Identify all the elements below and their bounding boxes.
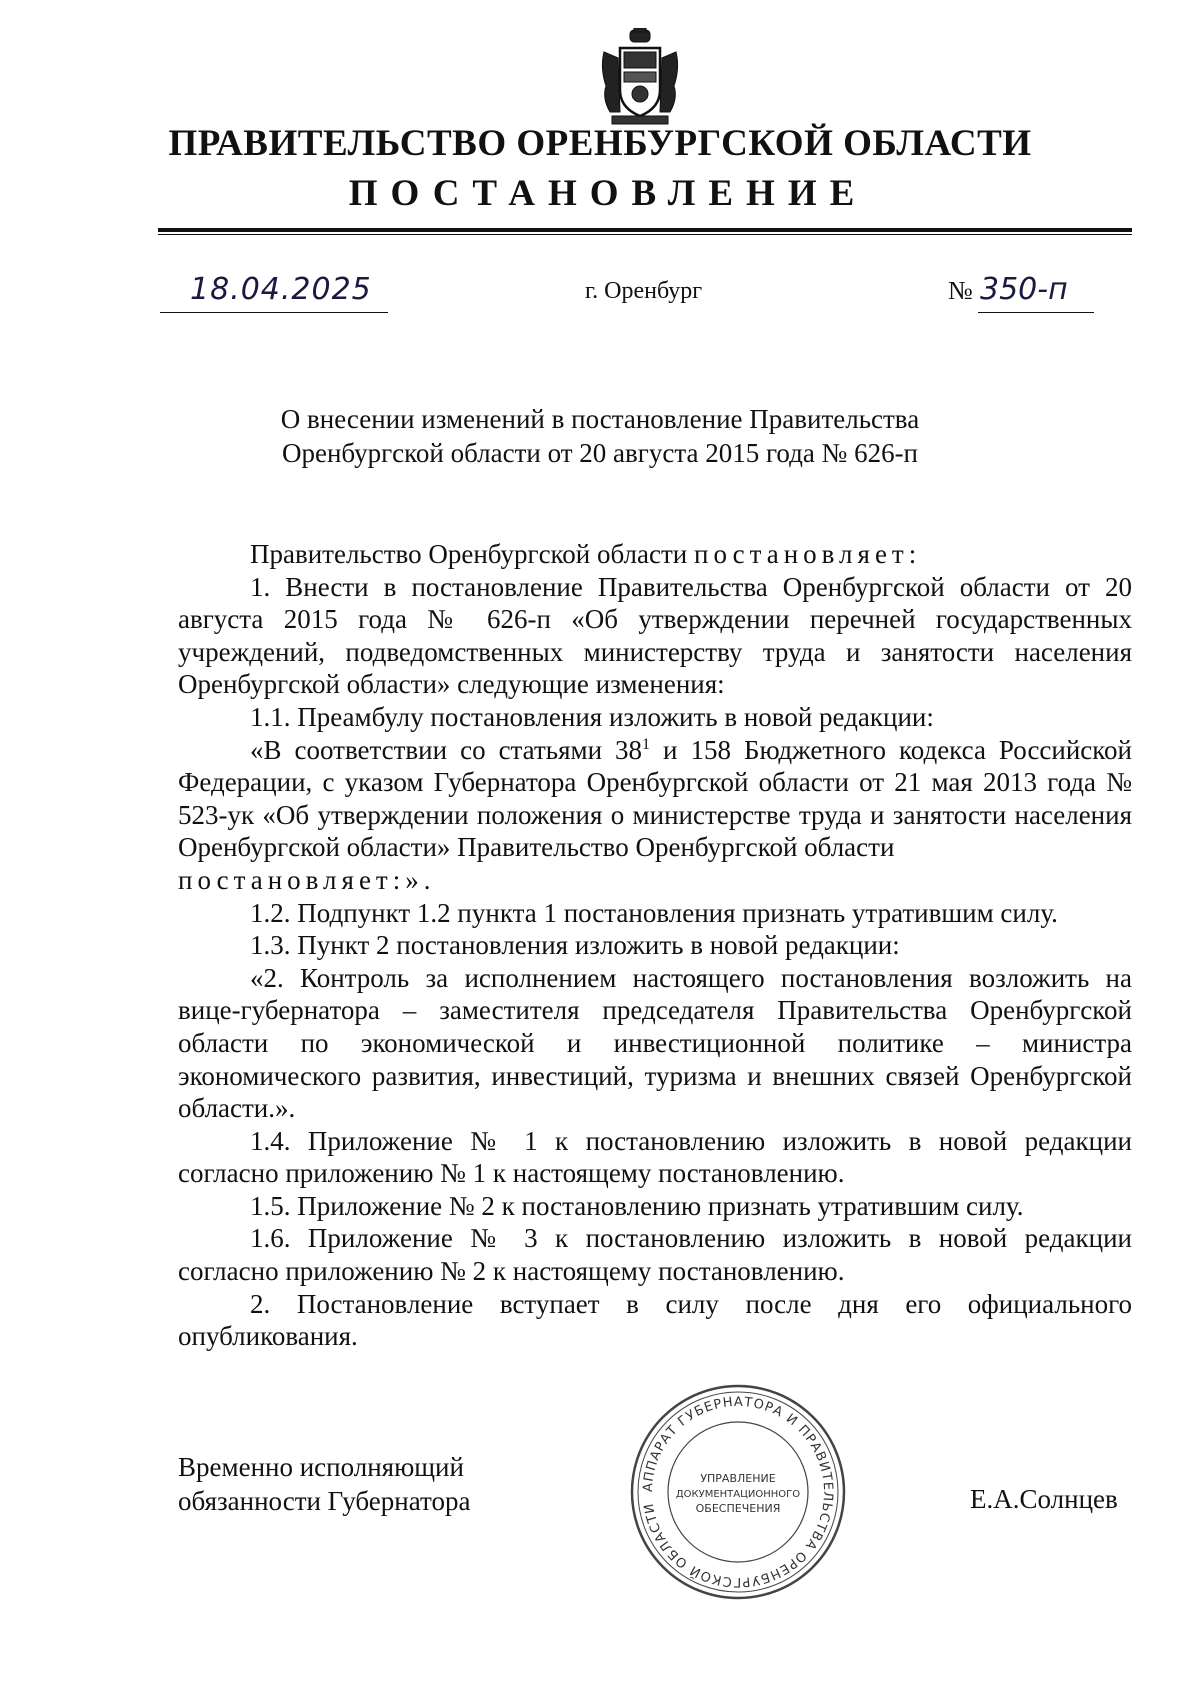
seal-center-line: ДОКУМЕНТАЦИОННОГО bbox=[675, 1489, 801, 1500]
intro-text: Правительство Оренбургской области bbox=[250, 539, 688, 569]
superscript: 1 bbox=[642, 735, 651, 753]
document-subject bbox=[0, 402, 1200, 470]
seal-center-line: УПРАВЛЕНИЕ bbox=[700, 1472, 776, 1485]
document-number-field bbox=[978, 272, 1094, 313]
official-seal-icon bbox=[628, 1382, 848, 1602]
document-type: ПОСТАНОВЛЕНИЕ bbox=[348, 173, 868, 214]
quote-spaced-word: постановляет:». bbox=[178, 864, 436, 895]
paragraph-1: 1. Внести в постановление Правительства Оренбургской области от 20 августа 2015 года № 626-п «Об утверждении перечней государственных учреждений, подведомственных министерству труда и занятости населения Оренбургской области» следующие изменения: bbox=[178, 571, 1132, 700]
coat-of-arms-icon bbox=[598, 28, 682, 126]
header-rule-thick bbox=[158, 228, 1132, 232]
subject-line: О внесении изменений в постановление Правительства bbox=[280, 404, 920, 434]
document-date: 18.04.2025 bbox=[190, 272, 372, 307]
paragraph-2: 2. Постановление вступает в силу после дня его официального опубликования. bbox=[178, 1288, 1132, 1352]
paragraph-1-6: 1.6. Приложение № 3 к постановлению изложить в новой редакции согласно приложению № 2 к настоящему постановлению. bbox=[178, 1223, 1132, 1287]
number-label: № bbox=[948, 276, 973, 305]
organization-title: ПРАВИТЕЛЬСТВО ОРЕНБУРГСКОЙ ОБЛАСТИ bbox=[168, 123, 1032, 164]
quoted-preamble bbox=[178, 734, 1132, 864]
document-city: г. Оренбург bbox=[585, 278, 703, 304]
subject-line: Оренбургской области от 20 августа 2015 года № 626-п bbox=[281, 438, 919, 468]
seal-center-line: ОБЕСПЕЧЕНИЯ bbox=[695, 1502, 781, 1515]
paragraph-1-5: 1.5. Приложение № 2 к постановлению признать утратившим силу. bbox=[250, 1190, 1024, 1221]
quote-text-b: и 158 Бюджетного кодекса Российской Федерации, с указом Губернатора Оренбургской области от 21 мая 2013 года № 523-ук «Об утверждении положения о министерстве труда и занятости населения Оренбургской области» Правительство Оренбургской области bbox=[178, 734, 1132, 863]
quoted-paragraph-2: «2. Контроль за исполнением настоящего постановления возложить на вице-губернатора – заместителя председателя Правительства Оренбургской области по экономической и инвестиционной политике – министра экономического развития, инвестиций, туризма и внешних связей Оренбургской области.». bbox=[178, 962, 1132, 1124]
signatory-title-line: Временно исполняющий bbox=[178, 1452, 464, 1482]
document-date-field bbox=[160, 272, 388, 313]
quote-text-a: «В соответствии со статьями 38 bbox=[250, 734, 643, 765]
paragraph-1-1: 1.1. Преамбулу постановления изложить в новой редакции: bbox=[250, 701, 934, 732]
header-rule-thin bbox=[158, 234, 1132, 235]
paragraph-1-4: 1.4. Приложение № 1 к постановлению изложить в новой редакции согласно приложению № 1 к настоящему постановлению. bbox=[178, 1125, 1132, 1189]
signatory-title bbox=[178, 1450, 470, 1518]
paragraph-1-3: 1.3. Пункт 2 постановления изложить в новой редакции: bbox=[250, 930, 900, 961]
document-number: 350-п bbox=[980, 272, 1068, 307]
intro-spaced-word: постановляет: bbox=[694, 539, 922, 569]
intro-paragraph bbox=[178, 538, 1132, 571]
signatory-name: Е.А.Солнцев bbox=[970, 1484, 1118, 1514]
paragraph-1-2: 1.2. Подпункт 1.2 пункта 1 постановления признать утратившим силу. bbox=[250, 897, 1058, 928]
signatory-title-line: обязанности Губернатора bbox=[178, 1486, 471, 1516]
seal-ring-text: АППАРАТ ГУБЕРНАТОРА И ПРАВИТЕЛЬСТВА ОРЕНБУРГСКОЙ ОБЛАСТИ bbox=[640, 1394, 836, 1590]
document-body bbox=[178, 538, 1132, 1353]
